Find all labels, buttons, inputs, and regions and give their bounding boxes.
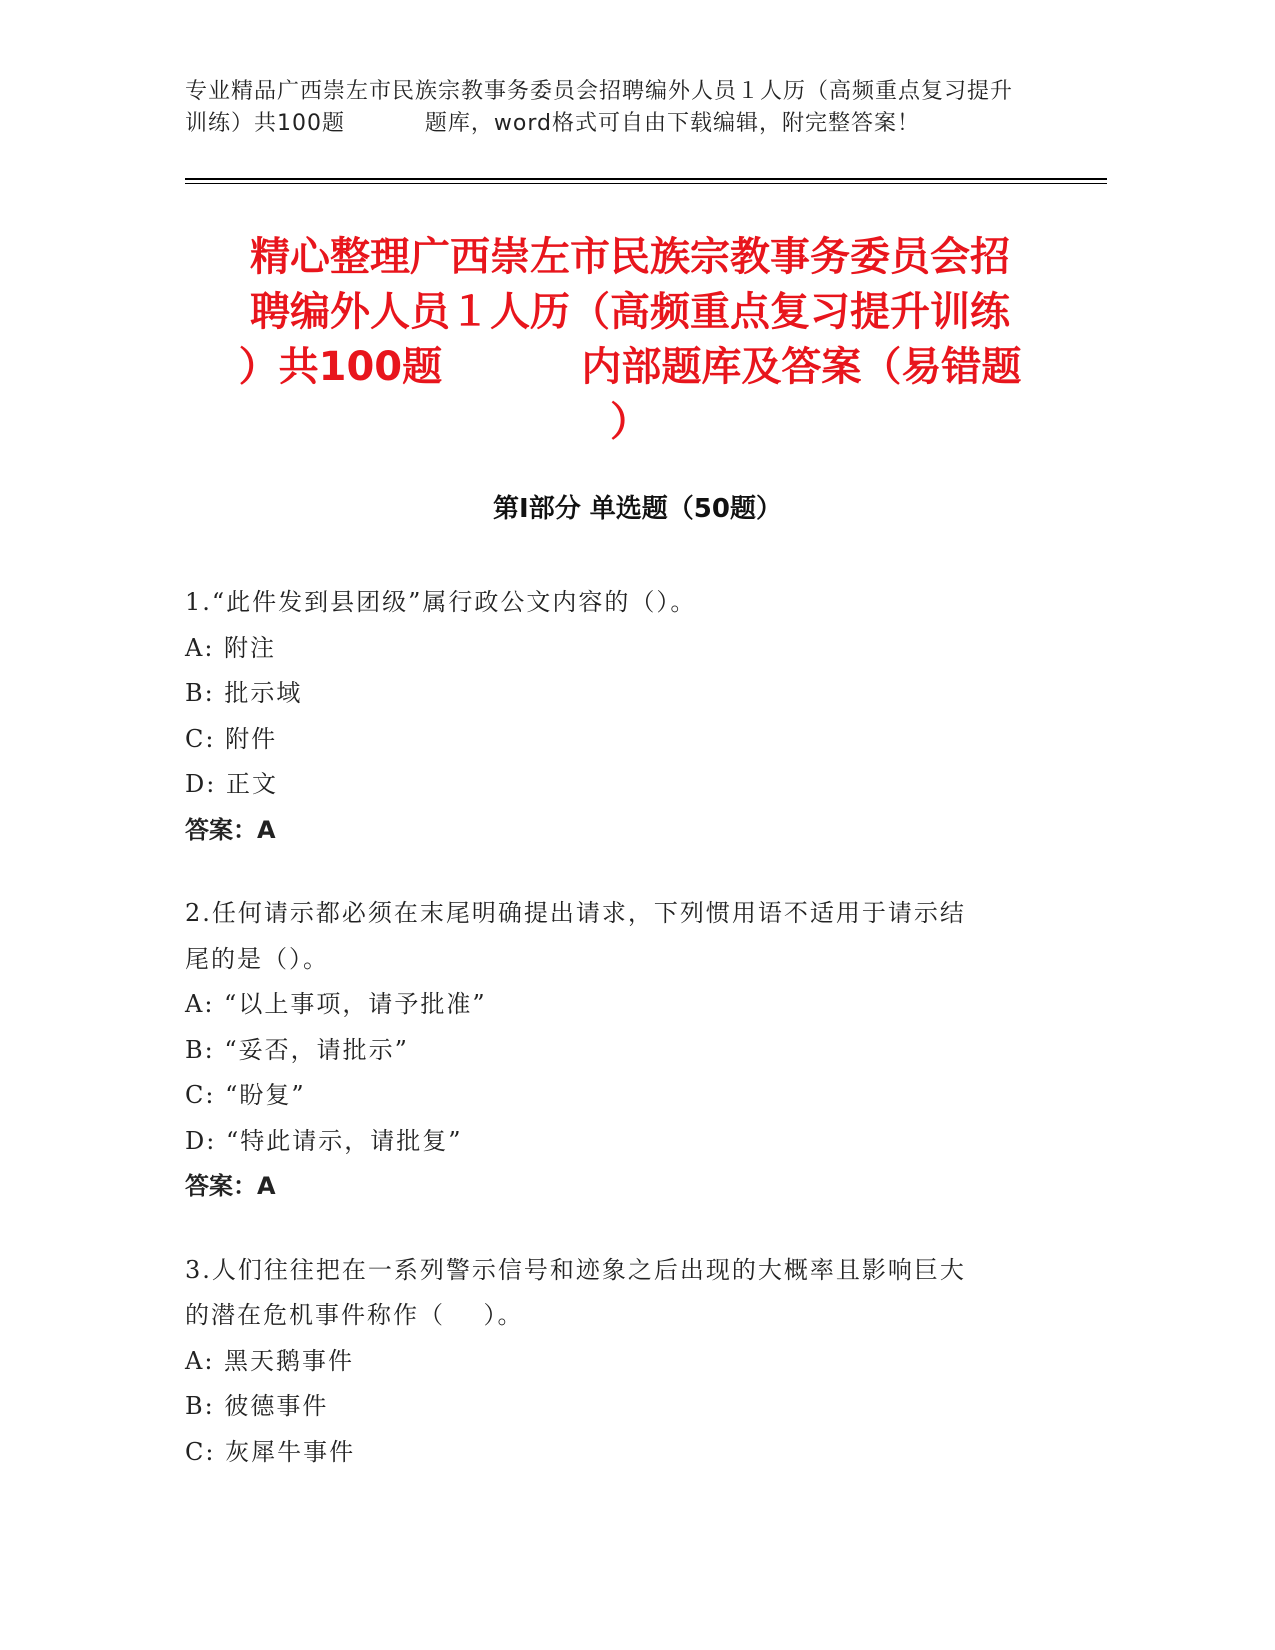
question-list bbox=[185, 580, 1065, 1513]
question-stem: 1.“此件发到县团级”属行政公文内容的（）。 bbox=[185, 588, 697, 616]
option-a: A: “以上事项，请予批准” bbox=[185, 990, 487, 1018]
option-c: C: 灰犀牛事件 bbox=[185, 1437, 356, 1466]
question-3 bbox=[185, 1248, 1065, 1476]
title-line-1: 精心整理广西崇左市民族宗教事务委员会招 bbox=[250, 234, 1010, 280]
document-title bbox=[190, 230, 1070, 450]
title-line-3: ）共100题 内部题库及答案（易错题 bbox=[238, 344, 1022, 390]
option-c: C: 附件 bbox=[185, 724, 278, 753]
option-d: D: 正文 bbox=[185, 770, 278, 798]
option-a: A: 附注 bbox=[185, 633, 277, 662]
option-b: B: 批示域 bbox=[185, 679, 303, 707]
header-divider-thin bbox=[185, 183, 1107, 184]
header-line-2: 训练）共100题 题库，word格式可自由下载编辑，附完整答案！ bbox=[185, 111, 921, 136]
question-2 bbox=[185, 891, 1065, 1210]
title-line-4: ） bbox=[610, 399, 650, 445]
header-divider bbox=[185, 178, 1107, 180]
question-stem-cont: 尾的是（）。 bbox=[185, 944, 329, 973]
title-line-2: 聘编外人员１人历（高频重点复习提升训练 bbox=[250, 289, 1010, 335]
header-line-1: 专业精品广西崇左市民族宗教事务委员会招聘编外人员１人历（高频重点复习提升 bbox=[185, 79, 1014, 104]
option-c: C: “盼复” bbox=[185, 1081, 306, 1109]
option-b: B: 彼德事件 bbox=[185, 1392, 329, 1420]
question-stem-cont: 的潜在危机事件称作（ ）。 bbox=[185, 1301, 524, 1329]
option-b: B: “妥否，请批示” bbox=[185, 1035, 409, 1064]
question-stem: 2.任何请示都必须在末尾明确提出请求，下列惯用语不适用于请示结 bbox=[185, 899, 966, 927]
option-d: D: “特此请示，请批复” bbox=[185, 1126, 463, 1155]
question-stem: 3.人们往往把在一系列警示信号和迹象之后出现的大概率且影响巨大 bbox=[185, 1255, 966, 1284]
question-1 bbox=[185, 580, 1065, 853]
section-heading: 第I部分 单选题（50题） bbox=[493, 494, 782, 524]
option-a: A: 黑天鹅事件 bbox=[185, 1346, 355, 1375]
answer: 答案：A bbox=[185, 1172, 276, 1200]
document-header bbox=[185, 76, 1085, 140]
answer: 答案：A bbox=[185, 815, 276, 844]
